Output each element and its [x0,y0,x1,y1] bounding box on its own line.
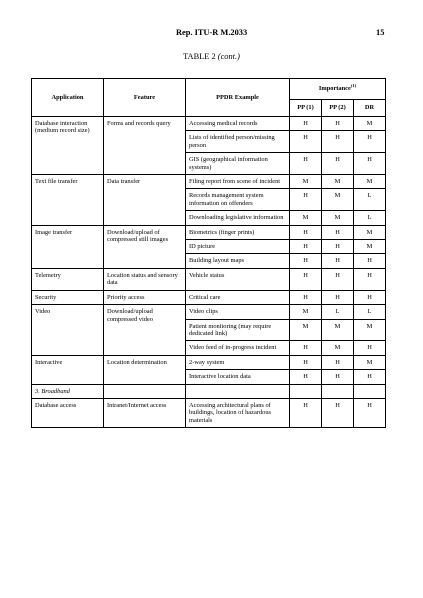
importance-pp1-cell: H [290,370,322,384]
example-cell: Records management system information on offenders [186,189,290,211]
example-cell: Biometrics (finger prints) [186,225,290,239]
importance-dr-cell: M [354,319,386,341]
importance-pp2-cell: H [322,268,354,290]
importance-pp1-cell: H [290,240,322,254]
example-cell: Accessing architectural plans of buildings, location of hazardous materials [186,398,290,427]
importance-pp2-cell: H [322,370,354,384]
application-cell: Video [32,305,104,356]
column-header-application: Application [32,79,104,117]
importance-footnote-marker: (1) [350,83,357,89]
importance-pp2-cell: H [322,153,354,175]
importance-pp1-cell: M [290,305,322,319]
application-cell: Database access [32,398,104,427]
feature-cell: Download/upload of compressed still images [104,225,186,268]
column-header-importance [290,79,386,100]
importance-pp1-cell: H [290,189,322,211]
application-cell: Image transfer [32,225,104,268]
feature-cell: Download/upload compressed video [104,305,186,356]
importance-pp2-cell: H [322,131,354,153]
importance-pp1-cell: H [290,131,322,153]
importance-pp1-cell: H [290,398,322,427]
table-row [32,398,386,427]
table-header-row [32,79,386,100]
example-cell: GIS (geographical information systems) [186,153,290,175]
column-header-pp1: PP (1) [290,100,322,117]
importance-pp2-cell: L [322,305,354,319]
importance-pp1-cell: H [290,355,322,369]
importance-pp2-cell: M [322,175,354,189]
column-header-feature: Feature [104,79,186,117]
application-cell: Security [32,290,104,304]
importance-dr-cell: M [354,117,386,131]
section-empty-cell [104,384,186,398]
table-row [32,225,386,239]
importance-dr-cell: M [354,225,386,239]
application-cell: Interactive [32,355,104,384]
document-reference: Rep. ITU-R M.2033 [176,28,248,37]
importance-dr-cell: H [354,131,386,153]
example-cell: Patient monitoring (may require dedicated link) [186,319,290,341]
feature-cell: Location status and sensory data [104,268,186,290]
example-cell: Downloading legislative information [186,211,290,225]
importance-pp2-cell: M [322,211,354,225]
example-cell: 2-way system [186,355,290,369]
table-row [32,355,386,369]
importance-pp1-cell: H [290,254,322,268]
table-caption [0,52,423,61]
table-body-broadband [32,398,386,427]
importance-table [31,78,386,428]
application-cell: Text file transfer [32,175,104,226]
importance-pp1-cell: H [290,290,322,304]
table-row [32,290,386,304]
importance-dr-cell: H [354,370,386,384]
example-cell: Lists of identified person/missing person [186,131,290,153]
section-row [32,384,386,398]
page-header [0,28,423,40]
application-cell: Database interaction (medium record size) [32,117,104,175]
section-empty-cell [290,384,322,398]
importance-dr-cell: H [354,268,386,290]
importance-pp2-cell: M [322,341,354,355]
example-cell: Critical care [186,290,290,304]
table-body [32,117,386,385]
importance-pp1-cell: H [290,268,322,290]
example-cell: Accessing medical records [186,117,290,131]
feature-cell: Data transfer [104,175,186,226]
importance-pp2-cell: H [322,290,354,304]
importance-pp2-cell: H [322,225,354,239]
importance-pp2-cell: H [322,254,354,268]
column-header-pp2: PP (2) [322,100,354,117]
importance-pp2-cell: H [322,398,354,427]
importance-pp2-cell: M [322,319,354,341]
importance-dr-cell: L [354,211,386,225]
table-caption-cont: (cont.) [217,52,240,61]
page-number: 15 [376,28,385,37]
feature-cell: Location determination [104,355,186,384]
importance-pp1-cell: M [290,211,322,225]
table-section [32,384,386,398]
importance-dr-cell: H [354,153,386,175]
section-empty-cell [322,384,354,398]
table-row [32,268,386,290]
importance-pp1-cell: H [290,117,322,131]
importance-pp2-cell: H [322,240,354,254]
column-header-dr: DR [354,100,386,117]
importance-pp1-cell: H [290,341,322,355]
column-header-example: PPDR Example [186,79,290,117]
importance-dr-cell: L [354,189,386,211]
importance-label: Importance [318,85,351,93]
table-row [32,117,386,131]
feature-cell: Forms and records query [104,117,186,175]
example-cell: Vehicle status [186,268,290,290]
importance-pp2-cell: M [322,189,354,211]
importance-dr-cell: M [354,240,386,254]
importance-dr-cell: H [354,398,386,427]
example-cell: Interactive location data [186,370,290,384]
example-cell: Video feed of in-progress incident [186,341,290,355]
feature-cell: Intranet/Internet access [104,398,186,427]
section-title: 3. Broadband [32,384,104,398]
table-row [32,175,386,189]
importance-pp1-cell: H [290,153,322,175]
section-empty-cell [186,384,290,398]
example-cell: Filing report from scene of incident [186,175,290,189]
example-cell: Video clips [186,305,290,319]
importance-pp1-cell: H [290,225,322,239]
example-cell: Building layout maps [186,254,290,268]
importance-dr-cell: L [354,305,386,319]
importance-pp1-cell: M [290,319,322,341]
importance-dr-cell: H [354,254,386,268]
importance-dr-cell: H [354,341,386,355]
table-caption-label: TABLE 2 [183,52,218,61]
importance-dr-cell: M [354,355,386,369]
example-cell: ID picture [186,240,290,254]
importance-pp1-cell: M [290,175,322,189]
application-cell: Telemetry [32,268,104,290]
feature-cell: Priority access [104,290,186,304]
section-empty-cell [354,384,386,398]
importance-dr-cell: H [354,290,386,304]
importance-pp2-cell: H [322,355,354,369]
table-row [32,305,386,319]
importance-pp2-cell: H [322,117,354,131]
importance-dr-cell: M [354,175,386,189]
